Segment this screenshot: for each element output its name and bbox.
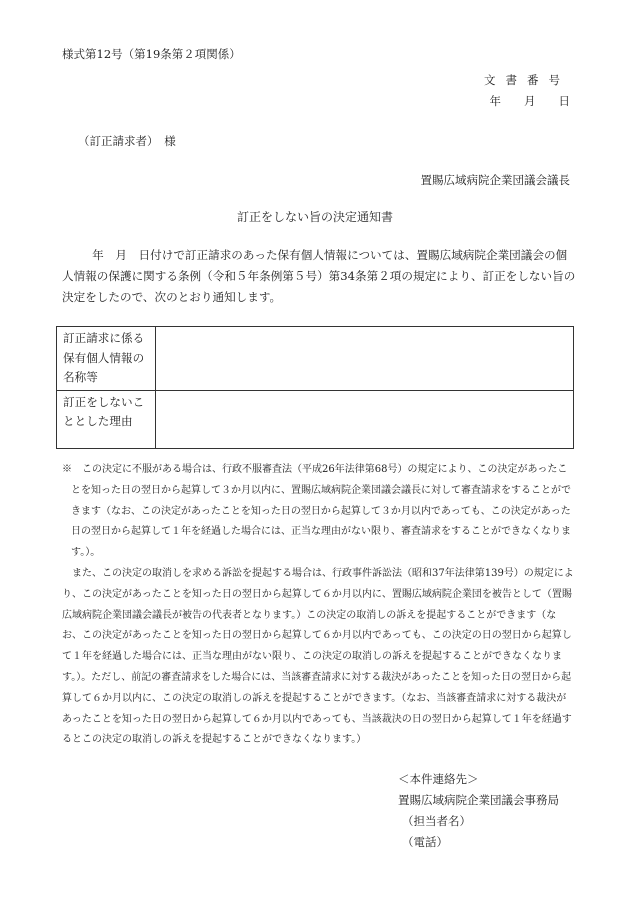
info-table xyxy=(56,326,574,449)
contact-block xyxy=(398,769,559,853)
body-text: 年 月 日付けで訂正請求のあった保有個人情報については、置賜広域病院企業団議会の個人情報の保護に関する条例（令和５年条例第５号）第34条第２項の規定により、訂正をしない旨の決定をしたので、次のとおり通知します。 xyxy=(62,248,576,304)
table-label-record-name: 訂正請求に係る保有個人情報の名称等 xyxy=(57,327,156,391)
note-lawsuit: また、この決定の取消しを求める訴訟を提起する場合は、行政事件訴訟法（昭和37年法律第139号）の規定により、この決定があったことを知った日の翌日から起算して６か月以内に、置賜広域病院企業団を被告として（置賜広域病院企業団議会議長が被告の代表者となります。）この決定の取消しの訴えを提起することができます（なお、この決定があったことを知った日の翌日から起算して６か月以内であっても、この決定の日の翌日から起算して１年を経過した場合には、正当な理由がない限り、この決定の取消しの訴えを提起することができなくなります。）。ただし、前記の審査請求をした場合には、当該審査請求に対する裁決があったことを知った日の翌日から起算して６か月以内に、この決定の取消しの訴えを提起することができます。（なお、当該審査請求に対する裁決があったことを知った日の翌日から起算して６か月以内であっても、当該裁決の日の翌日から起算して１年を経過するとこの決定の取消しの訴えを提起することができなくなります。） xyxy=(62,567,574,746)
table-row xyxy=(57,390,574,448)
table-value-record-name[interactable] xyxy=(156,327,574,391)
contact-person: （担当者名） xyxy=(402,814,471,828)
issuer-name: 置賜広域病院企業団議会議長 xyxy=(420,173,570,187)
date-label: 年 月 日 xyxy=(489,94,570,108)
document-title: 訂正をしない旨の決定通知書 xyxy=(236,210,393,224)
document-number-label: 文書番号 xyxy=(484,73,570,87)
table-row xyxy=(57,327,574,391)
form-number: 様式第12号（第19条第２項関係） xyxy=(62,47,241,61)
table-label-reason: 訂正をしないこととした理由 xyxy=(57,390,156,448)
note-appeal: ※ この決定に不服がある場合は、行政不服審査法（平成26年法律第68号）の規定により、この決定があったことを知った日の翌日から起算して３か月以内に、置賜広域病院企業団議会議長に対して審査請求をすることができます（なお、この決定があったことを知った日の翌日から起算して３か月以内であっても、この決定があった日の翌日から起算して１年を経過した場合には、正当な理由がない限り、審査請求をすることができなくなります。）。 xyxy=(62,464,571,559)
notes-section xyxy=(62,460,574,751)
contact-phone: （電話） xyxy=(402,835,448,849)
table-value-reason[interactable] xyxy=(156,390,574,448)
contact-office: 置賜広域病院企業団議会事務局 xyxy=(398,793,559,807)
contact-heading: ＜本件連絡先＞ xyxy=(398,772,479,786)
addressee: （訂正請求者） 様 xyxy=(78,134,176,148)
